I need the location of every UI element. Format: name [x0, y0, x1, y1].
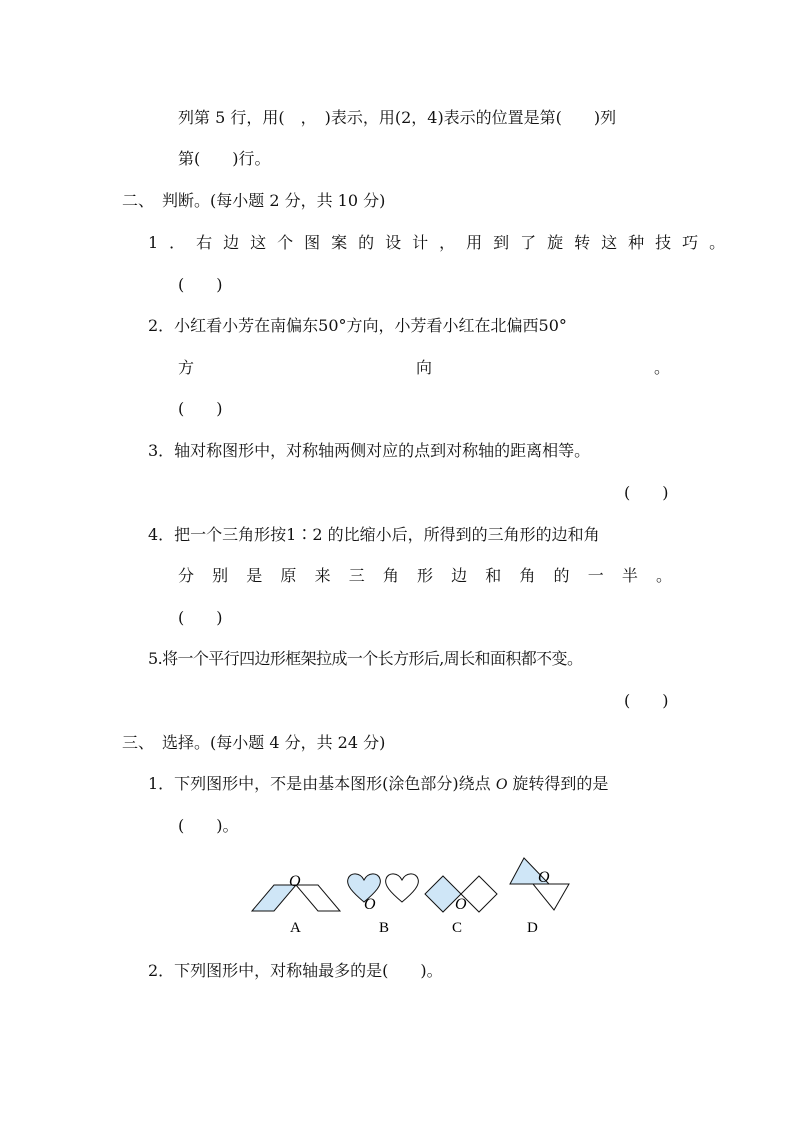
continuation-line-1: 列第 5 行，用( ， )表示，用(2，4)表示的位置是第( )列 — [178, 108, 617, 127]
judge-q4-line-2-char: 角 — [519, 566, 536, 585]
judge-q2-line-1: 2．小红看小芳在南偏东50°方向，小芳看小红在北偏西50° — [148, 316, 567, 335]
figure-c-center-label: O — [455, 896, 467, 913]
figure-c — [425, 876, 497, 936]
judge-q4-line-2-char: 来 — [314, 566, 331, 585]
judge-q2-answer-paren: ( ) — [178, 399, 223, 418]
judge-q5-text: 5.将一个平行四边形框架拉成一个长方形后,周长和面积都不变。 — [148, 649, 583, 668]
judge-q4-line-2-char: 形 — [416, 566, 433, 585]
judge-q4-line-1: 4．把一个三角形按1∶2 的比缩小后，所得到的三角形的边和角 — [148, 525, 600, 544]
figure-d — [510, 858, 569, 936]
section-2-heading: 二、 判断。(每小题 2 分，共 10 分) — [122, 191, 386, 210]
judge-q1-text — [148, 232, 737, 254]
judge-q4-line-2-char: 。 — [655, 566, 672, 585]
continuation-line-2: 第( )行。 — [178, 149, 271, 168]
figure-d-option-label: D — [527, 920, 538, 936]
figure-b-option-label: B — [379, 920, 390, 936]
choice-q2-text: 2．下列图形中，对称轴最多的是( )。 — [148, 961, 443, 980]
figure-c-option-label: C — [452, 920, 463, 936]
rotation-figures — [248, 852, 578, 942]
judge-q4-line-2-char: 分 — [178, 566, 195, 585]
judge-q4-line-2-char: 和 — [485, 566, 502, 585]
point-o-label: O — [495, 776, 508, 793]
judge-q1-content: 1．右边这个图案的设计，用到了旋转这种技巧。 — [148, 233, 737, 252]
figure-a-option-label: A — [290, 920, 301, 936]
figure-a-outline-parallelogram — [296, 885, 340, 911]
judge-q4-line-2-char: 的 — [553, 566, 570, 585]
judge-q2-line-2-char: 向 — [415, 358, 432, 377]
judge-q4-line-2-char: 是 — [246, 566, 263, 585]
judge-q4-line-2-char: 半 — [621, 566, 638, 585]
judge-q5-answer-paren: ( ) — [624, 691, 669, 710]
judge-q2-line-2-char: 方 — [178, 358, 195, 377]
choice-q1-line-1 — [148, 773, 608, 796]
judge-q4-line-2-char: 边 — [451, 566, 468, 585]
section-3-heading: 三、 选择。(每小题 4 分，共 24 分) — [122, 733, 386, 752]
figure-a-center-label: O — [289, 873, 301, 890]
figure-a — [252, 873, 340, 936]
choice-q1-text-post: 旋转得到的是 — [507, 774, 609, 793]
figure-b-outline-heart — [386, 874, 419, 902]
judge-q2-line-2 — [178, 357, 670, 379]
judge-q4-line-2-char: 一 — [587, 566, 604, 585]
choice-q1-text-pre: 1．下列图形中，不是由基本图形(涂色部分)绕点 — [148, 774, 496, 793]
judge-q4-line-2-char: 原 — [280, 566, 297, 585]
judge-q4-line-2-char: 三 — [348, 566, 365, 585]
judge-q3-text: 3．轴对称图形中，对称轴两侧对应的点到对称轴的距离相等。 — [148, 441, 591, 460]
judge-q3-answer-paren: ( ) — [624, 483, 669, 502]
choice-q1-line-2: ( )。 — [178, 816, 239, 835]
judge-q4-line-2 — [178, 565, 672, 587]
judge-q1-answer-paren: ( ) — [178, 275, 223, 294]
figure-b-center-label: O — [364, 896, 376, 913]
figure-b — [348, 874, 419, 936]
judge-q4-line-2-char: 别 — [212, 566, 229, 585]
judge-q2-line-2-char: 。 — [653, 358, 670, 377]
figure-d-center-label: O — [538, 869, 550, 886]
judge-q4-line-2-char: 角 — [382, 566, 399, 585]
judge-q4-answer-paren: ( ) — [178, 608, 223, 627]
figure-d-outline-triangle — [533, 884, 569, 910]
